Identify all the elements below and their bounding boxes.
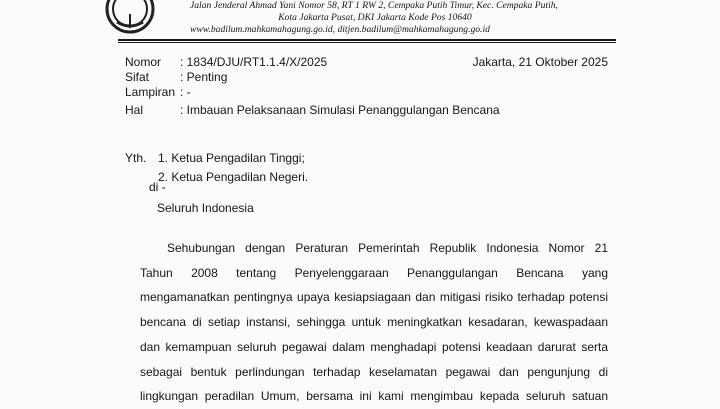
lampiran-value: : - bbox=[180, 85, 191, 99]
addressee-text-2: 2. Ketua Pengadilan Negeri. bbox=[158, 170, 309, 184]
address-line-2: Kota Jakarta Pusat, DKI Jakarta Kode Pos 10640 bbox=[278, 12, 472, 23]
di-label: di - bbox=[149, 180, 166, 194]
address-line-1: Jalan Jenderal Ahmad Yani Nomor 58, RT 1 RW 2, Cempaka Putih Timur, Kec. Cempaka Putih, bbox=[190, 0, 558, 11]
body-line: bencana di setiap instansi, sehingga untuk meningkatkan kesadaran, kewaspadaan bbox=[140, 315, 608, 330]
nomor-row bbox=[125, 55, 500, 70]
yth-label: Yth. bbox=[125, 151, 147, 165]
lampiran-label: Lampiran bbox=[125, 85, 176, 99]
body-line: Sehubungan dengan Peraturan Pemerintah Republik Indonesia Nomor 21 bbox=[167, 241, 608, 255]
body-line: Tahun 2008 tentang Penyelenggaraan Penanggulangan Bencana yang bbox=[140, 265, 608, 280]
body-line: dan kemampuan seluruh pegawai dalam menghadapi potensi keadaan darurat serta bbox=[140, 339, 608, 354]
sifat-label: Sifat bbox=[125, 70, 150, 84]
body-line: mengamanatkan pentingnya upaya kesiapsiagaan dan mitigasi risiko terhadap potensi bbox=[140, 290, 608, 305]
website-email-line: www.badilum.mahkamahagung.go.id, ditjen.badilum@mahkamahagung.go.id bbox=[190, 24, 490, 35]
nomor-label: Nomor bbox=[125, 55, 162, 69]
nomor-value: : 1834/DJU/RT1.1.4/X/2025 bbox=[180, 55, 328, 69]
hal-row bbox=[125, 103, 500, 118]
body-line: sebagai bentuk perlindungan terhadap keselamatan pegawai dan pengunjung di bbox=[140, 364, 608, 379]
sifat-value: : Penting bbox=[180, 70, 228, 84]
letter-body-paragraph bbox=[140, 236, 608, 409]
letterhead-address bbox=[190, 0, 630, 36]
body-line: lingkungan peradilan Umum, bersama ini kami mengimbau kepada seluruh satuan bbox=[140, 389, 608, 404]
letterhead-divider-thin bbox=[118, 42, 616, 43]
hal-label: Hal bbox=[125, 103, 144, 117]
letter-meta-block bbox=[125, 55, 500, 118]
sifat-row bbox=[125, 70, 500, 85]
addressee-item-1 bbox=[125, 149, 308, 168]
addressee-location: Seluruh Indonesia bbox=[157, 201, 254, 215]
court-emblem-logo bbox=[105, 0, 155, 34]
addressee-text-1: 1. Ketua Pengadilan Tinggi; bbox=[158, 151, 305, 165]
lampiran-row bbox=[125, 85, 500, 100]
hal-value: : Imbauan Pelaksanaan Simulasi Penanggulangan Bencana bbox=[180, 103, 500, 117]
letterhead-divider-thick bbox=[118, 39, 616, 41]
letter-date: Jakarta, 21 Oktober 2025 bbox=[472, 55, 608, 69]
